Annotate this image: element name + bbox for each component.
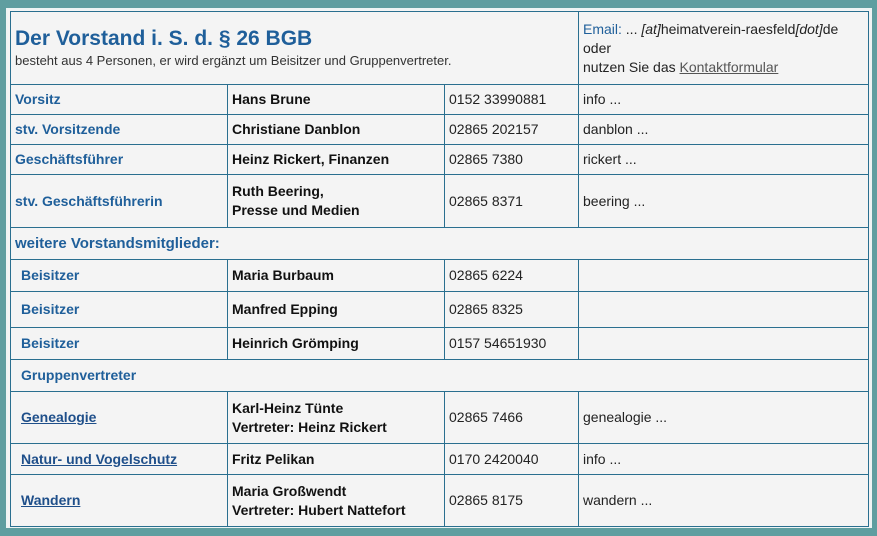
contact-line bbox=[583, 58, 864, 77]
name-line: Maria Großwendt bbox=[232, 482, 347, 499]
table-row bbox=[11, 260, 869, 292]
email-info-cell bbox=[579, 12, 869, 85]
section-heading-weitere: weitere Vorstandsmitglieder: bbox=[11, 228, 869, 260]
header-row bbox=[11, 12, 869, 85]
header-cell bbox=[11, 12, 579, 85]
name-cell: Fritz Pelikan bbox=[228, 444, 445, 475]
section-heading-gruppen: Gruppenvertreter bbox=[11, 360, 869, 392]
name-cell: Hans Brune bbox=[228, 85, 445, 115]
phone-cell: 02865 7466 bbox=[445, 392, 579, 444]
email-label: Email: bbox=[583, 20, 622, 37]
table-row bbox=[11, 328, 869, 360]
role-cell: Vorsitz bbox=[11, 85, 228, 115]
table-row bbox=[11, 392, 869, 444]
role-cell: Beisitzer bbox=[11, 292, 228, 328]
name-cell: Maria Burbaum bbox=[228, 260, 445, 292]
group-link-wandern[interactable]: Wandern bbox=[21, 492, 81, 508]
email-cell: wandern ... bbox=[579, 475, 869, 527]
group-cell bbox=[11, 444, 228, 475]
email-dot: [dot] bbox=[795, 20, 823, 37]
group-link-natur-vogelschutz[interactable]: Natur- und Vogelschutz bbox=[21, 450, 178, 467]
phone-cell: 02865 8325 bbox=[445, 292, 579, 328]
email-cell: info ... bbox=[579, 444, 869, 475]
role-cell: Beisitzer bbox=[11, 328, 228, 360]
email-prefix: ... bbox=[625, 20, 638, 37]
name-cell: Christiane Danblon bbox=[228, 115, 445, 145]
table-row bbox=[11, 292, 869, 328]
name-cell bbox=[228, 175, 445, 228]
phone-cell: 02865 8371 bbox=[445, 175, 579, 228]
group-link-genealogie[interactable]: Genealogie bbox=[21, 409, 97, 425]
role-cell: stv. Vorsitzende bbox=[11, 115, 228, 145]
name-line: Ruth Beering, bbox=[232, 183, 324, 199]
email-cell bbox=[579, 260, 869, 292]
name-line: Vertreter: Hubert Nattefort bbox=[232, 501, 406, 518]
section-row bbox=[11, 228, 869, 260]
email-cell: info ... bbox=[579, 85, 869, 115]
name-cell bbox=[228, 392, 445, 444]
email-cell: rickert ... bbox=[579, 145, 869, 175]
phone-cell: 02865 6224 bbox=[445, 260, 579, 292]
phone-cell: 0170 2420040 bbox=[445, 444, 579, 475]
phone-cell: 02865 8175 bbox=[445, 475, 579, 527]
table-row bbox=[11, 115, 869, 145]
phone-cell: 02865 7380 bbox=[445, 145, 579, 175]
table-row bbox=[11, 475, 869, 527]
page-subtitle: besteht aus 4 Personen, er wird ergänzt um Beisitzer und Gruppenvertreter. bbox=[15, 53, 452, 68]
table-row bbox=[11, 444, 869, 475]
email-cell: genealogie ... bbox=[579, 392, 869, 444]
table-row bbox=[11, 145, 869, 175]
name-cell: Heinrich Grömping bbox=[228, 328, 445, 360]
name-cell: Manfred Epping bbox=[228, 292, 445, 328]
name-line: Vertreter: Heinz Rickert bbox=[232, 418, 387, 435]
section-row bbox=[11, 360, 869, 392]
email-cell: beering ... bbox=[579, 175, 869, 228]
name-cell bbox=[228, 475, 445, 527]
email-line bbox=[583, 20, 864, 39]
table-row bbox=[11, 175, 869, 228]
phone-cell: 0157 54651930 bbox=[445, 328, 579, 360]
page-title: Der Vorstand i. S. d. § 26 BGB bbox=[15, 27, 313, 50]
name-cell: Heinz Rickert, Finanzen bbox=[228, 145, 445, 175]
contact-form-link[interactable]: Kontaktformular bbox=[679, 58, 779, 75]
phone-cell: 0152 33990881 bbox=[445, 85, 579, 115]
board-table bbox=[10, 11, 869, 527]
group-cell bbox=[11, 392, 228, 444]
email-at: [at] bbox=[641, 20, 661, 37]
role-cell: stv. Geschäftsführerin bbox=[11, 175, 228, 228]
role-cell: Geschäftsführer bbox=[11, 145, 228, 175]
email-domain: heimatverein-raesfeld bbox=[660, 20, 796, 37]
content-frame bbox=[6, 8, 872, 528]
email-cell bbox=[579, 328, 869, 360]
or-text: oder bbox=[583, 39, 612, 56]
name-line: Karl-Heinz Tünte bbox=[232, 399, 344, 416]
phone-cell: 02865 202157 bbox=[445, 115, 579, 145]
email-cell bbox=[579, 292, 869, 328]
role-cell: Beisitzer bbox=[11, 260, 228, 292]
email-cell: danblon ... bbox=[579, 115, 869, 145]
table-row bbox=[11, 85, 869, 115]
name-line: Presse und Medien bbox=[232, 202, 360, 218]
email-tld: de bbox=[822, 20, 839, 37]
group-cell bbox=[11, 475, 228, 527]
contact-prefix: nutzen Sie das bbox=[583, 58, 676, 75]
